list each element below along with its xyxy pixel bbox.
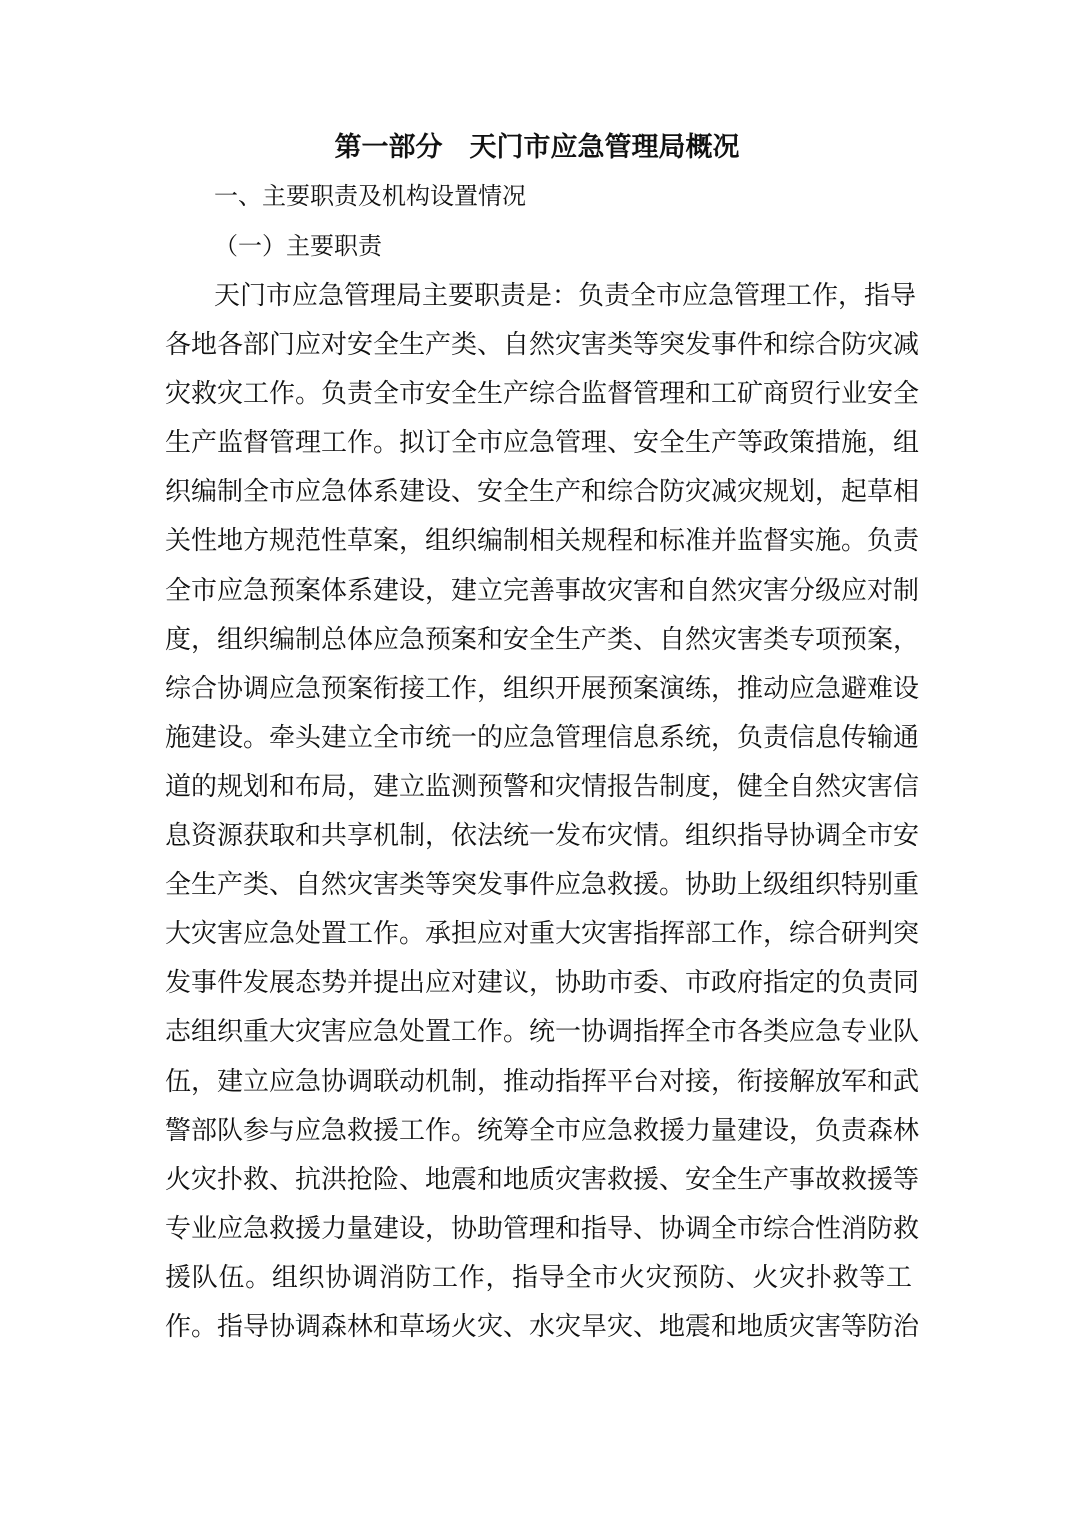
subsection-heading: （一）主要职责	[214, 232, 382, 260]
body-line: 全生产类、自然灾害类等突发事件应急救援。协助上级组织特别重	[165, 870, 920, 901]
body-line: 作。指导协调森林和草场火灾、水灾旱灾、地震和地质灾害等防治	[165, 1311, 920, 1342]
body-line: 关性地方规范性草案，组织编制相关规程和标准并监督实施。负责	[165, 526, 920, 557]
body-line: 发事件发展态势并提出应对建议，协助市委、市政府指定的负责同	[165, 968, 920, 999]
body-line: 灾救灾工作。负责全市安全生产综合监督管理和工矿商贸行业安全	[165, 379, 920, 410]
body-line: 施建设。牵头建立全市统一的应急管理信息系统，负责信息传输通	[165, 722, 920, 753]
body-line: 生产监督管理工作。拟订全市应急管理、安全生产等政策措施，组	[165, 428, 920, 459]
body-line: 织编制全市应急体系建设、安全生产和综合防灾减灾规划，起草相	[165, 477, 920, 508]
section-heading: 一、主要职责及机构设置情况	[214, 182, 526, 210]
page-title: 第一部分 天门市应急管理局概况	[334, 132, 740, 163]
body-line: 综合协调应急预案衔接工作，组织开展预案演练，推动应急避难设	[165, 673, 920, 704]
body-line: 伍，建立应急协调联动机制，推动指挥平台对接，衔接解放军和武	[165, 1066, 920, 1097]
body-line: 天门市应急管理局主要职责是：负责全市应急管理工作，指导	[214, 281, 917, 311]
body-line: 火灾扑救、抗洪抢险、地震和地质灾害救援、安全生产事故救援等	[165, 1164, 920, 1195]
body-line: 志组织重大灾害应急处置工作。统一协调指挥全市各类应急专业队	[165, 1017, 920, 1048]
body-line: 各地各部门应对安全生产类、自然灾害类等突发事件和综合防灾减	[165, 330, 920, 361]
body-paragraph	[165, 276, 920, 1356]
body-line: 专业应急救援力量建设，协助管理和指导、协调全市综合性消防救	[165, 1213, 920, 1244]
body-line: 警部队参与应急救援工作。统筹全市应急救援力量建设，负责森林	[165, 1115, 920, 1146]
body-line: 道的规划和布局，建立监测预警和灾情报告制度，健全自然灾害信	[165, 771, 920, 802]
body-line: 大灾害应急处置工作。承担应对重大灾害指挥部工作，综合研判突	[165, 919, 920, 950]
body-line: 全市应急预案体系建设，建立完善事故灾害和自然灾害分级应对制	[165, 575, 920, 606]
body-line: 息资源获取和共享机制，依法统一发布灾情。组织指导协调全市安	[165, 821, 920, 852]
body-line: 援队伍。组织协调消防工作，指导全市火灾预防、火灾扑救等工	[165, 1262, 912, 1293]
body-line: 度，组织编制总体应急预案和安全生产类、自然灾害类专项预案，	[165, 624, 920, 655]
